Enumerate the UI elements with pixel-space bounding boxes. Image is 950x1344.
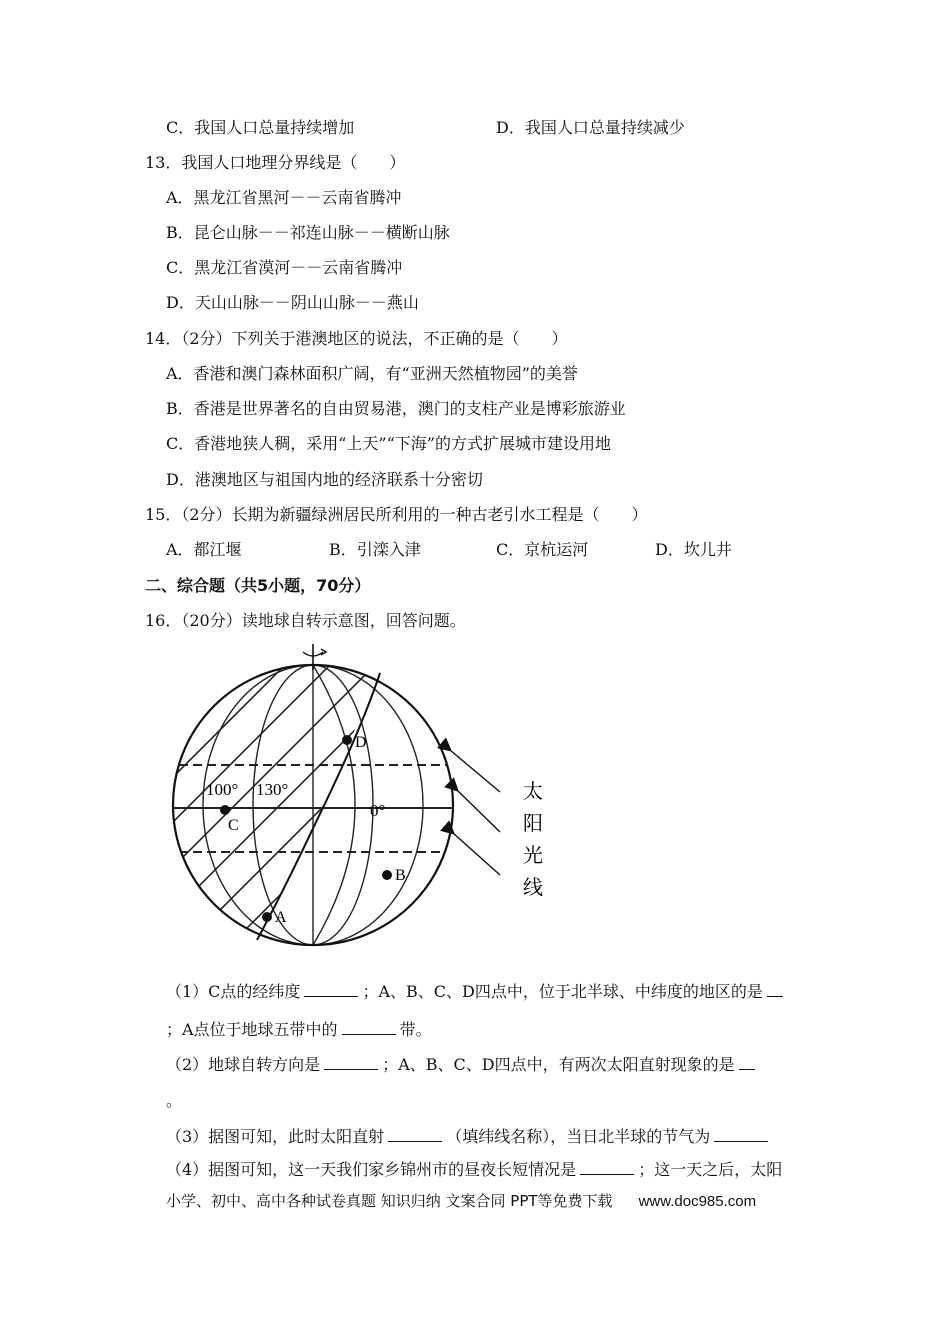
point-b-label: B [395,867,406,884]
sunlight-label-4: 线 [523,877,543,899]
q16-sub1-text-a: （1）C点的经纬度 [166,982,301,1001]
q16-sub1-text-d: 带。 [399,1020,432,1039]
q14-option-d: D．港澳地区与祖国内地的经济联系十分密切 [166,470,483,489]
q12-option-d: D．我国人口总量持续减少 [496,118,685,137]
q16-sub1-line2 [166,1018,432,1041]
q13-option-c: C．黑龙江省漠河－－云南省腾冲 [166,258,403,277]
q16-sub3-line [166,1125,772,1148]
q15-option-a: A．都江堰 [166,540,242,559]
q16-sub1-line1 [166,980,787,1003]
q14-stem: 14．（2分）下列关于港澳地区的说法，不正确的是（ ） [145,329,568,348]
night-hatching [165,640,565,960]
point-a-label: A [275,909,287,926]
q13-option-b: B．昆仑山脉－－祁连山脉－－横断山脉 [166,223,450,242]
q13-option-d: D．天山山脉－－阴山山脉－－燕山 [166,293,419,312]
point-c-label: C [228,817,239,834]
q14-option-b: B．香港是世界著名的自由贸易港，澳门的支柱产业是博彩旅游业 [166,399,626,418]
answer-blank-heat-zone[interactable] [342,1018,396,1035]
q16-sub2-text-b: ；A、B、C、D四点中，有两次太阳直射现象的是 [382,1055,735,1074]
q16-sub3-text-b: （填纬线名称），当日北半球的节气为 [446,1127,711,1146]
q15-option-b: B．引滦入津 [329,540,421,559]
q16-sub2-text-a: （2）地球自转方向是 [166,1055,321,1074]
point-d-label: D [355,734,367,751]
sunlight-label-3: 光 [523,845,543,867]
q15-option-d: D．坎儿井 [655,540,732,559]
label-0-degrees: 0° [370,801,386,820]
label-130-degrees: 130° [256,780,289,799]
sunlight-arrow-3 [453,833,500,875]
point-d-dot [342,735,352,745]
sunlight-label-2: 阳 [523,813,543,835]
q15-option-c: C．京杭运河 [496,540,589,559]
q14-option-a: A．香港和澳门森林面积广阔，有“亚洲天然植物园”的美誉 [166,364,578,383]
answer-blank-day-night-length[interactable] [580,1158,634,1175]
q16-sub3-text-a: （3）据图可知，此时太阳直射 [166,1127,385,1146]
q13-option-a: A．黑龙江省黑河－－云南省腾冲 [166,188,402,207]
section-heading: 二、综合题（共5小题，70分） [145,576,371,595]
sunlight-label-1: 太 [523,781,543,803]
q16-sub4-text-a: （4）据图可知，这一天我们家乡锦州市的昼夜长短情况是 [166,1160,577,1179]
q13-stem: 13．我国人口地理分界线是（ ） [145,153,406,172]
q16-sub2-line1 [166,1053,759,1076]
answer-blank-direct-sun-points[interactable] [739,1053,755,1070]
point-b-dot [382,870,392,880]
point-a-dot [262,912,272,922]
q14-option-c: C．香港地狭人稠，采用“上天”“下海”的方式扩展城市建设用地 [166,434,611,453]
footer-text: 小学、初中、高中各种试卷真题 知识归纳 文案合同 PPT等免费下载 [166,1192,613,1210]
q15-stem: 15．（2分）长期为新疆绿洲居民所利用的一种古老引水工程是（ ） [145,505,648,524]
label-100-degrees: 100° [206,780,239,799]
footer [166,1190,756,1213]
answer-blank-midlatitude-point[interactable] [767,980,783,997]
answer-blank-solar-term[interactable] [714,1125,768,1142]
sunlight-arrow-1 [450,750,500,792]
q16-sub4-line [166,1158,782,1181]
earth-rotation-diagram [165,640,565,960]
q16-stem: 16．（20分）读地球自转示意图，回答问题。 [145,611,466,630]
answer-blank-rotation-direction[interactable] [324,1053,378,1070]
answer-blank-latitude-name[interactable] [388,1125,442,1142]
q16-sub4-text-b: ；这一天之后，太阳 [638,1160,783,1179]
q12-option-c: C．我国人口总量持续增加 [166,118,355,137]
sunlight-arrow-2 [457,790,500,832]
answer-blank-coordinates[interactable] [304,980,358,997]
footer-url[interactable]: www.doc985.com [638,1193,757,1210]
q16-sub2-line2: 。 [166,1091,183,1110]
q16-sub1-text-c: ；A点位于地球五带中的 [166,1020,338,1039]
q16-sub1-text-b: ；A、B、C、D四点中，位于北半球、中纬度的地区的是 [362,982,763,1001]
point-c-dot [220,805,230,815]
